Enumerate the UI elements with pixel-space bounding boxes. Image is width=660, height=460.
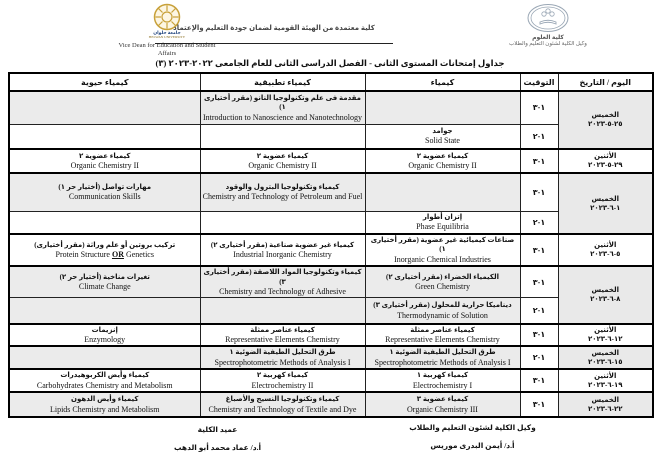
day-name: الأثنين [594, 152, 617, 161]
course-name-ar: ديناميكا حرارية للمحلول (مقرر أختيارى ٣) [373, 301, 512, 310]
vice-dean-name: أ.د/ أيمن البدرى موريس [430, 440, 515, 450]
course-name-ar: كيمياء غير عضوية صناعية (مقرر أختيارى ٢) [210, 240, 355, 249]
date-cell [558, 91, 653, 149]
table-header-row [9, 73, 653, 91]
date-cell [558, 392, 653, 417]
day-name: الأثنين [594, 371, 617, 380]
course-name-ar: مهارات تواصل (أختيار حر ١) [58, 182, 152, 191]
course-name-en: Organic Chemistry II [408, 161, 477, 171]
course-name-en: Spectrophotometric Methods of Analysis I [374, 357, 511, 367]
course-cell [9, 173, 200, 211]
course-cell [200, 91, 365, 124]
course-cell [200, 346, 365, 369]
day-name: الخميس [591, 111, 620, 120]
col-header-chemistry: كيمياء [365, 73, 520, 91]
course-name-ar: إنزيمات [91, 325, 118, 334]
course-name-ar: الكيمياء الخضراء (مقرر أختيارى ٢) [386, 272, 499, 281]
course-cell [365, 149, 520, 173]
course-name-ar: كيمياء عضوية ٢ [416, 151, 469, 160]
time-cell: ١-٣ [520, 173, 558, 211]
course-cell [200, 173, 365, 211]
empty-cell [365, 91, 520, 124]
date-cell [558, 173, 653, 234]
date-cell [558, 369, 653, 392]
course-name-en: Industrial Inorganic Chemistry [233, 250, 332, 260]
exam-schedule-table [8, 72, 654, 418]
table-row [9, 298, 653, 324]
course-cell [365, 124, 520, 149]
table-row [9, 124, 653, 149]
table-row [9, 266, 653, 298]
table-row [9, 234, 653, 266]
date-cell [558, 324, 653, 347]
table-row [9, 211, 653, 234]
course-name-ar: كيمياء وتكنولوجيا النسيج والأصباغ [225, 395, 340, 404]
day-name: الخميس [591, 348, 620, 357]
time-cell: ١-٢ [520, 298, 558, 324]
date-value: ١-٦-٢٠٢٣ [590, 203, 621, 212]
course-cell [9, 266, 200, 298]
date-cell [558, 266, 653, 324]
accreditation-text: كلية معتمدة من الهيئة القومية لضمان جودة التعليم والإعتماد [173, 24, 375, 32]
faculty-caption: وكيل الكلية لشئون التعليم والطلاب [509, 41, 587, 47]
time-cell: ١-٣ [520, 369, 558, 392]
time-cell: ١-٢ [520, 211, 558, 234]
course-cell [9, 149, 200, 173]
course-name-ar: كيمياء عضوية ٣ [416, 395, 469, 404]
course-name-en: Thermodynamic of Solution [397, 310, 488, 320]
course-cell [365, 324, 520, 347]
course-name-ar: كيمياء كهربية ١ [416, 371, 469, 380]
date-value: ٨-٦-٢٠٢٣ [590, 295, 621, 304]
day-name: الأثنين [594, 241, 617, 250]
dean-name: أ.د/ عماد محمد أبو الدهب [173, 442, 262, 452]
university-name-ar: جامعة حلوان [153, 30, 181, 35]
time-cell: ١-٢ [520, 346, 558, 369]
course-name-ar: طرق التحليل الطيفية الضوئية ١ [229, 348, 336, 357]
empty-cell [200, 124, 365, 149]
vice-dean-title: وكيل الكلية لشئون التعليم والطلاب [409, 422, 536, 432]
course-name-en: Protein Structure OR Genetics [55, 250, 154, 260]
course-cell [365, 346, 520, 369]
course-name-en: Solid State [425, 136, 460, 146]
dean-title: عميد الكلية [197, 424, 238, 434]
course-name-en: Organic Chemistry III [407, 404, 478, 414]
col-header-applied-chemistry: كيمياء تطبيقية [200, 73, 365, 91]
course-name-ar: مقدمة فى علم وتكنولوجيا النانو (مقرر أختيارى ١) [204, 93, 361, 112]
date-cell [558, 346, 653, 369]
course-cell [200, 392, 365, 417]
empty-cell [365, 173, 520, 211]
time-cell: ١-٣ [520, 234, 558, 266]
time-cell: ١-٣ [520, 266, 558, 298]
col-header-time: التوقيت [520, 73, 558, 91]
empty-cell [9, 124, 200, 149]
course-cell [365, 298, 520, 324]
table-row [9, 91, 653, 124]
empty-cell [9, 211, 200, 234]
table-row [9, 173, 653, 211]
date-value: ٥-٦-٢٠٢٣ [590, 250, 621, 259]
course-cell [9, 234, 200, 266]
course-name-en: Climate Change [78, 282, 131, 292]
course-cell [9, 392, 200, 417]
page-header [0, 0, 660, 56]
vice-dean-caption: Vice Dean for Education and Student Affairs [118, 41, 216, 57]
faculty-name: كلية العلوم [532, 35, 564, 41]
course-name-ar: طرق التحليل الطيفية الضوئية ١ [389, 348, 496, 357]
empty-cell [200, 298, 365, 324]
faculty-of-science-logo-icon [500, 3, 596, 33]
course-name-ar: كيمياء وأيض الدهون [71, 395, 139, 404]
course-cell [365, 266, 520, 298]
time-cell: ١-٣ [520, 91, 558, 124]
signature-footer [0, 422, 660, 460]
course-name-ar: كيمياء وتكنولوجيا المواد اللاصقة (مقرر أختيارى ٣) [203, 268, 362, 286]
time-cell: ١-٢ [520, 124, 558, 149]
course-name-en: Representative Elements Chemistry [225, 335, 340, 345]
dean-signature-block [135, 425, 300, 452]
date-value: ٢٥-٥-٢٠٢٣ [587, 120, 623, 129]
course-name-ar: كيمياء عضوية ٢ [79, 151, 131, 160]
course-cell [9, 324, 200, 347]
date-value: ٢٢-٦-٢٠٢٣ [587, 404, 623, 413]
course-name-en: Phase Equilibria [416, 222, 469, 232]
course-name-ar: إتزان أطوار [422, 212, 463, 221]
course-name-en: Spectrophotometric Methods of Analysis I [214, 357, 351, 367]
course-name-en: Communication Skills [68, 192, 141, 202]
vice-dean-signature-block [395, 423, 550, 450]
date-cell [558, 234, 653, 266]
day-name: الأثنين [594, 326, 617, 335]
course-cell [9, 369, 200, 392]
empty-cell [9, 346, 200, 369]
day-name: الخميس [591, 194, 620, 203]
empty-cell [9, 298, 200, 324]
table-row [9, 149, 653, 173]
or-emphasis: OR [111, 250, 124, 260]
course-name-ar: كيمياء وأيض الكربوهيدرات [60, 371, 150, 380]
date-value: ١٥-٦-٢٠٢٣ [587, 357, 623, 366]
course-name-en: Enzymology [84, 335, 126, 345]
date-cell [558, 149, 653, 173]
table-row [9, 324, 653, 347]
course-cell [365, 392, 520, 417]
table-row [9, 369, 653, 392]
time-cell: ١-٣ [520, 392, 558, 417]
course-name-en: Organic Chemistry II [248, 161, 317, 171]
time-cell: ١-٣ [520, 149, 558, 173]
col-header-day-date: اليوم / التاريخ [558, 73, 653, 91]
schedule-title: جداول إمتحانات المستوى الثانى - الفصل الدراسى الثانى للعام الجامعى ٢٠٢٢-٢٠٢٣ (٣) [155, 58, 505, 68]
course-name-en: Green Chemistry [415, 282, 470, 292]
course-cell [200, 324, 365, 347]
course-cell [200, 266, 365, 298]
course-name-en: Chemistry and Technology of Textile and Dye [208, 404, 357, 414]
day-name: الخميس [591, 286, 620, 295]
course-name-en: Chemistry and Technology of Petroleum and Fuel [202, 192, 363, 202]
course-name-ar: كيمياء عناصر ممثلة [250, 325, 315, 334]
course-cell [200, 369, 365, 392]
course-name-ar: صناعات كيميائية غير عضوية (مقرر أختيارى ١) [370, 236, 515, 254]
date-value: ١٢-٦-٢٠٢٣ [587, 335, 623, 344]
course-name-ar: تركيب بروتين أو علم وراثة (مقرر أختيارى) [34, 240, 176, 249]
course-name-ar: كيمياء عضوية ٢ [256, 151, 309, 160]
course-name-en: Chemistry and Technology of Adhesive [219, 286, 346, 296]
course-cell [365, 234, 520, 266]
day-name: الخميس [591, 395, 620, 404]
course-name-en: Organic Chemistry II [70, 161, 139, 171]
university-name-en: HELWAN UNIVERSITY [148, 34, 186, 39]
course-name-en: Electrochemistry II [251, 380, 314, 390]
course-name-ar: جوامد [432, 126, 453, 135]
course-name-en: Inorganic Chemical Industries [394, 254, 491, 264]
date-value: ١٩-٦-٢٠٢٣ [587, 380, 623, 389]
empty-cell [9, 91, 200, 124]
accreditation-banner [155, 24, 393, 44]
table-row [9, 346, 653, 369]
course-cell [200, 234, 365, 266]
course-name-en: Lipids Chemistry and Metabolism [49, 404, 160, 414]
course-name-en: Representative Elements Chemistry [385, 335, 500, 345]
faculty-logo-block [500, 3, 596, 47]
course-cell [365, 211, 520, 234]
time-cell: ١-٣ [520, 324, 558, 347]
date-value: ٢٩-٥-٢٠٢٣ [587, 161, 623, 170]
course-name-en: Electrochemistry I [412, 380, 473, 390]
course-name-en: Introduction to Nanoscience and Nanotechnology [202, 112, 363, 122]
course-name-ar: كيمياء وتكنولوجيا البترول والوقود [225, 182, 340, 191]
course-name-ar: كيمياء عناصر ممثلة [410, 325, 475, 334]
course-cell [200, 149, 365, 173]
col-header-biochemistry: كيمياء حيوية [9, 73, 200, 91]
course-name-ar: تغيرات مناخية (أختيار حر ٢) [59, 272, 150, 281]
course-name-ar: كيمياء كهربية ٢ [256, 371, 309, 380]
course-name-en: Carbohydrates Chemistry and Metabolism [36, 380, 173, 390]
table-row [9, 392, 653, 417]
course-cell [365, 369, 520, 392]
empty-cell [200, 211, 365, 234]
